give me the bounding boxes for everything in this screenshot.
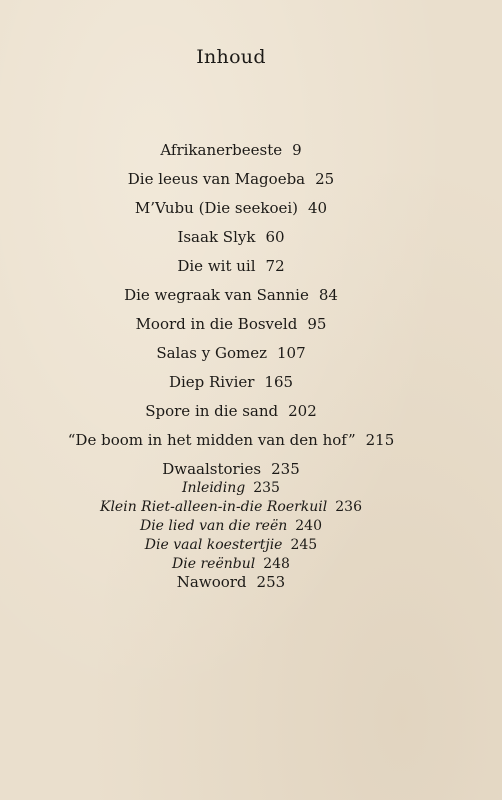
toc-subentry [0, 554, 462, 574]
toc-entry [0, 314, 462, 334]
toc-entry-title: Isaak Slyk [177, 228, 256, 246]
toc-subentry [0, 535, 462, 555]
toc-entry-page: 245 [290, 537, 318, 553]
toc-entry [0, 372, 462, 392]
toc-entry [0, 343, 462, 363]
toc-entry-page: 40 [308, 199, 328, 217]
toc-entry-page: 202 [288, 402, 317, 420]
toc-entry [0, 256, 462, 276]
toc-entry-page: 236 [335, 499, 362, 515]
toc-entry-page: 240 [295, 518, 322, 534]
toc-entry-page: 248 [263, 556, 290, 572]
toc-entry-title: Die lied van die reën [139, 518, 288, 534]
toc-entry-page: 84 [318, 286, 338, 304]
toc-subentry [0, 497, 462, 517]
toc-entry-page: 165 [264, 373, 294, 391]
toc-subentry [0, 478, 462, 498]
toc-entry-page: 25 [315, 170, 335, 188]
toc-entry [0, 430, 462, 450]
toc-entry [0, 285, 462, 305]
toc-entry-page: 9 [292, 141, 302, 159]
toc-entry-title: “De boom in het midden van den hof” [67, 431, 356, 449]
toc-entry-section [0, 459, 462, 479]
toc-entry-page: 60 [265, 228, 285, 246]
toc-entry-page: 235 [271, 460, 300, 478]
toc-subentry [0, 516, 462, 536]
toc-entry [0, 401, 462, 421]
toc-entry-title: Die wegraak van Sannie [124, 286, 309, 304]
toc-entry-title: Die reënbul [172, 556, 256, 572]
toc-entry-page: 72 [265, 257, 285, 275]
toc-entry-page: 215 [365, 431, 395, 449]
toc-entry-page: 95 [307, 315, 327, 333]
toc-entry-title: Dwaalstories [162, 460, 262, 478]
toc-entry-title: Afrikanerbeeste [160, 141, 283, 159]
toc-entry-title: Salas y Gomez [156, 344, 268, 362]
toc-entry-title: Die vaal koestertjie [144, 537, 283, 553]
toc-entry [0, 227, 462, 247]
toc-entry-title: Nawoord [176, 573, 247, 591]
toc-entry-page: 107 [277, 344, 306, 362]
toc-entry-title: Klein Riet-alleen-in-die Roerkuil [100, 499, 328, 515]
toc-entry-title: Diep Rivier [168, 373, 255, 391]
toc-entry [0, 198, 462, 218]
toc-entry [0, 169, 462, 189]
page-title: Inhoud [196, 46, 266, 68]
toc-entry-title: Die leeus van Magoeba [127, 170, 306, 188]
toc-entry [0, 572, 462, 592]
toc-entry-title: M’Vubu (Die seekoei) [134, 199, 299, 217]
toc-entry-page: 253 [256, 573, 286, 591]
toc-entry-title: Die wit uil [177, 257, 256, 275]
toc-entry [0, 140, 462, 160]
toc-entry-page: 235 [253, 480, 280, 496]
toc-entry-title: Moord in die Bosveld [135, 315, 298, 333]
toc-entry-title: Spore in die sand [145, 402, 279, 420]
toc-entry-title: Inleiding [182, 480, 246, 496]
